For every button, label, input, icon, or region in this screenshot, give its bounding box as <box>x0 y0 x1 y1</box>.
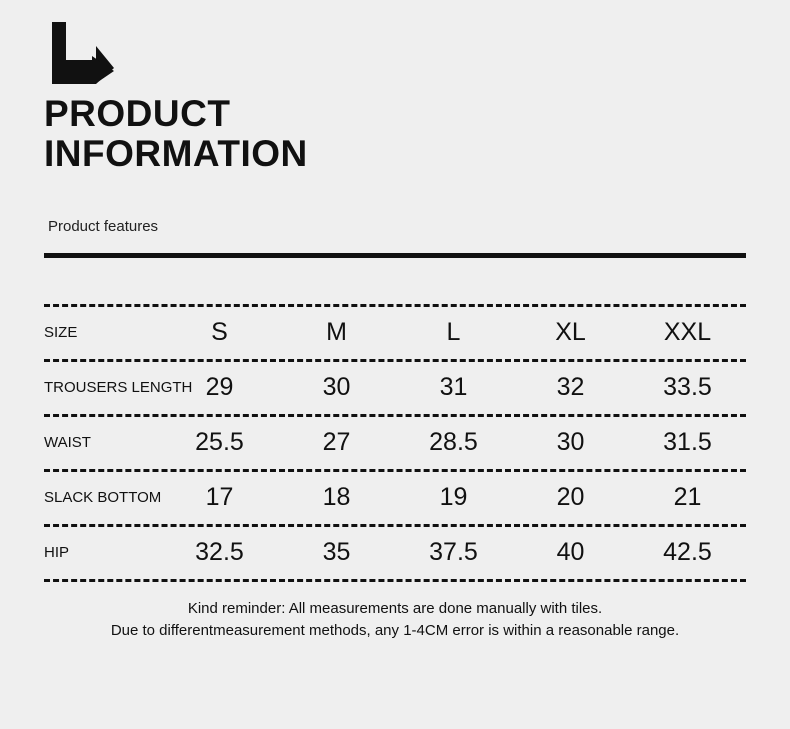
cell-trousers-length-xl: 32 <box>556 373 585 402</box>
cell-slack-bottom-s: 17 <box>205 483 234 512</box>
column-header-l: L <box>446 318 461 347</box>
size-table <box>44 302 746 584</box>
table-row <box>44 364 746 412</box>
cell-waist-xxl: 31.5 <box>663 428 712 457</box>
page-header <box>0 0 790 174</box>
page-title <box>44 94 746 174</box>
cell-slack-bottom-m: 18 <box>322 483 351 512</box>
row-label-hip: HIP <box>44 544 70 562</box>
cell-slack-bottom-l: 19 <box>439 483 468 512</box>
table-dashed-divider <box>44 522 746 529</box>
cell-trousers-length-s: 29 <box>205 373 234 402</box>
size-chart <box>44 302 746 584</box>
column-header-xxl: XXL <box>663 318 712 347</box>
column-header-xl: XL <box>555 318 586 347</box>
table-header-row <box>44 309 746 357</box>
column-header-m: M <box>326 318 347 347</box>
table-dashed-divider <box>44 412 746 419</box>
measurement-note <box>30 598 760 642</box>
table-dashed-divider <box>44 302 746 309</box>
product-features-label: Product features <box>48 217 159 235</box>
cell-hip-xl: 40 <box>556 538 585 567</box>
table-row <box>44 474 746 522</box>
cell-trousers-length-l: 31 <box>439 373 468 402</box>
table-row <box>44 529 746 577</box>
cell-waist-s: 25.5 <box>195 428 244 457</box>
table-dashed-divider <box>44 357 746 364</box>
cell-waist-m: 27 <box>322 428 351 457</box>
table-row <box>44 419 746 467</box>
table-dashed-divider <box>44 467 746 474</box>
table-dashed-divider <box>44 577 746 584</box>
row-label-trousers-length: TROUSERS LENGTH <box>44 379 193 397</box>
cell-hip-l: 37.5 <box>429 538 478 567</box>
row-label-slack-bottom: SLACK BOTTOM <box>44 489 162 507</box>
row-label-waist: WAIST <box>44 434 91 452</box>
cell-trousers-length-m: 30 <box>322 373 351 402</box>
cell-slack-bottom-xl: 20 <box>556 483 585 512</box>
cell-waist-xl: 30 <box>556 428 585 457</box>
cell-hip-xxl: 42.5 <box>663 538 712 567</box>
section-divider <box>44 253 746 258</box>
down-right-arrow-icon <box>44 22 746 84</box>
size-header-label: SIZE <box>44 324 78 342</box>
product-features-section <box>44 218 746 258</box>
cell-waist-l: 28.5 <box>429 428 478 457</box>
cell-slack-bottom-xxl: 21 <box>673 483 702 512</box>
page-title-line-1: PRODUCT <box>44 93 231 134</box>
cell-hip-m: 35 <box>322 538 351 567</box>
column-header-s: S <box>211 318 228 347</box>
page-title-line-2: INFORMATION <box>44 132 308 174</box>
cell-trousers-length-xxl: 33.5 <box>663 373 712 402</box>
cell-hip-s: 32.5 <box>195 538 244 567</box>
measurement-note-line-2: Due to differentmeasurement methods, any 1-4CM error is within a reasonable range. <box>110 621 680 639</box>
measurement-note-line-1: Kind reminder: All measurements are done manually with tiles. <box>187 599 603 617</box>
